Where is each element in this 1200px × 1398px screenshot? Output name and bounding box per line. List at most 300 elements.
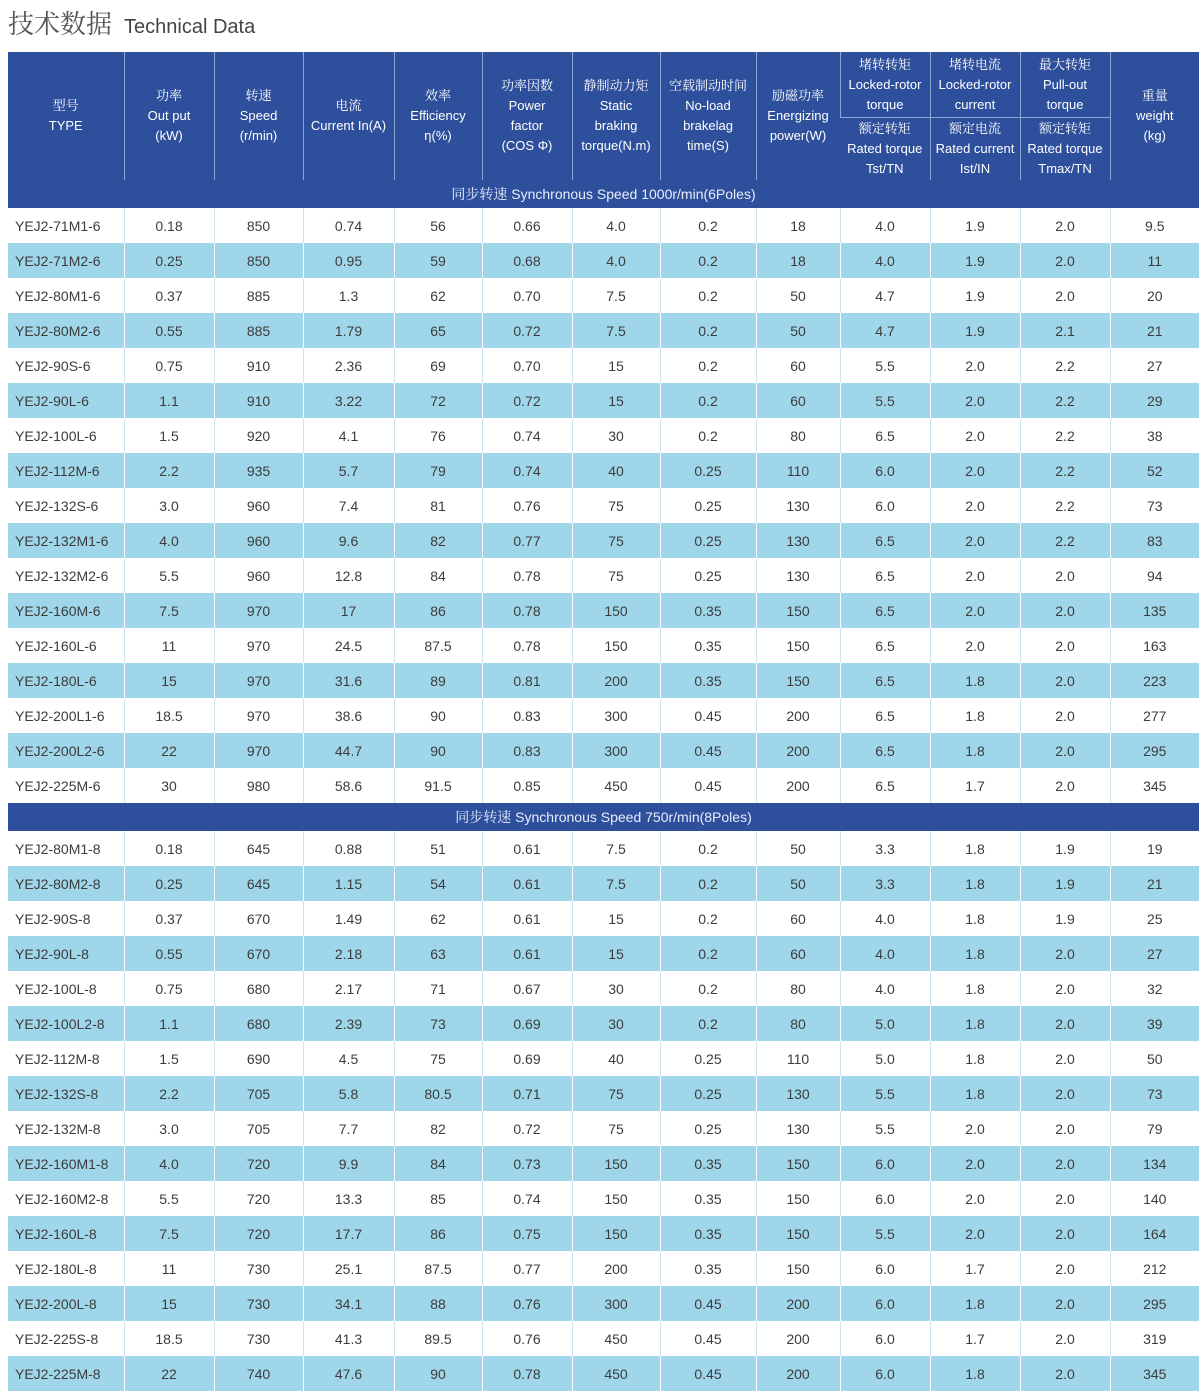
cell-brakelag-time: 0.2 (660, 1006, 756, 1041)
cell-tmax-tn: 2.0 (1020, 208, 1110, 243)
cell-braking-torque: 450 (572, 768, 660, 803)
cell-energizing-power: 130 (756, 1111, 840, 1146)
cell-braking-torque: 450 (572, 1356, 660, 1391)
cell-type: YEJ2-71M1-6 (8, 208, 124, 243)
cell-power-factor: 0.77 (482, 523, 572, 558)
cell-energizing-power: 50 (756, 866, 840, 901)
cell-tmax-tn: 2.0 (1020, 1321, 1110, 1356)
cell-type: YEJ2-200L1-6 (8, 698, 124, 733)
cell-type: YEJ2-90L-8 (8, 936, 124, 971)
table-row (8, 768, 1199, 803)
table-row (8, 663, 1199, 698)
cell-current-a: 17 (303, 593, 394, 628)
cell-energizing-power: 50 (756, 278, 840, 313)
cell-type: YEJ2-225M-6 (8, 768, 124, 803)
cell-output-kw: 1.5 (124, 1041, 214, 1076)
cell-speed-rpm: 885 (214, 313, 303, 348)
header-line: Current In(A) (310, 118, 387, 133)
cell-power-factor: 0.70 (482, 278, 572, 313)
cell-power-factor: 0.67 (482, 971, 572, 1006)
cell-speed-rpm: 645 (214, 831, 303, 866)
cell-power-factor: 0.72 (482, 1111, 572, 1146)
cell-energizing-power: 60 (756, 901, 840, 936)
cell-output-kw: 5.5 (124, 558, 214, 593)
table-row (8, 1181, 1199, 1216)
cell-brakelag-time: 0.35 (660, 593, 756, 628)
cell-ist-in: 2.0 (930, 1111, 1020, 1146)
cell-power-factor: 0.72 (482, 313, 572, 348)
cell-brakelag-time: 0.2 (660, 866, 756, 901)
section-label: 同步转速 Synchronous Speed 1000r/min(6Poles) (8, 180, 1199, 208)
cell-energizing-power: 80 (756, 1006, 840, 1041)
cell-tst-tn: 3.3 (840, 866, 930, 901)
cell-output-kw: 15 (124, 663, 214, 698)
cell-power-factor: 0.69 (482, 1041, 572, 1076)
cell-energizing-power: 150 (756, 593, 840, 628)
cell-efficiency: 73 (394, 1006, 482, 1041)
header-energizing-power (756, 52, 840, 180)
cell-efficiency: 89.5 (394, 1321, 482, 1356)
cell-braking-torque: 15 (572, 348, 660, 383)
cell-tst-tn: 5.5 (840, 348, 930, 383)
cell-brakelag-time: 0.25 (660, 558, 756, 593)
cell-tst-tn: 6.0 (840, 1146, 930, 1181)
table-row (8, 698, 1199, 733)
cell-efficiency: 62 (394, 901, 482, 936)
cell-type: YEJ2-160M2-8 (8, 1181, 124, 1216)
header-locked-torque (840, 52, 930, 118)
cell-brakelag-time: 0.45 (660, 768, 756, 803)
cell-tst-tn: 6.0 (840, 1181, 930, 1216)
cell-current-a: 1.15 (303, 866, 394, 901)
cell-ist-in: 1.8 (930, 733, 1020, 768)
cell-energizing-power: 80 (756, 971, 840, 1006)
cell-speed-rpm: 960 (214, 558, 303, 593)
cell-ist-in: 2.0 (930, 593, 1020, 628)
cell-tmax-tn: 1.9 (1020, 901, 1110, 936)
cell-speed-rpm: 970 (214, 698, 303, 733)
header-line: 额定电流 (948, 121, 1001, 136)
header-line: Out put (147, 108, 191, 123)
cell-tmax-tn: 2.0 (1020, 558, 1110, 593)
cell-ist-in: 1.7 (930, 768, 1020, 803)
cell-speed-rpm: 670 (214, 901, 303, 936)
cell-brakelag-time: 0.35 (660, 1181, 756, 1216)
cell-tst-tn: 6.5 (840, 663, 930, 698)
cell-current-a: 5.8 (303, 1076, 394, 1111)
header-line: 电流 (335, 98, 362, 113)
cell-tst-tn: 4.7 (840, 313, 930, 348)
header-line: Speed (239, 108, 278, 123)
cell-speed-rpm: 730 (214, 1321, 303, 1356)
cell-weight-kg: 277 (1110, 698, 1199, 733)
cell-tst-tn: 3.3 (840, 831, 930, 866)
cell-braking-torque: 15 (572, 901, 660, 936)
cell-tmax-tn: 2.0 (1020, 1146, 1110, 1181)
cell-power-factor: 0.78 (482, 628, 572, 663)
cell-current-a: 2.36 (303, 348, 394, 383)
cell-power-factor: 0.68 (482, 243, 572, 278)
cell-current-a: 25.1 (303, 1251, 394, 1286)
cell-brakelag-time: 0.35 (660, 663, 756, 698)
cell-output-kw: 1.1 (124, 1006, 214, 1041)
cell-output-kw: 0.25 (124, 866, 214, 901)
cell-output-kw: 0.55 (124, 313, 214, 348)
section-row (8, 803, 1199, 831)
cell-ist-in: 2.0 (930, 558, 1020, 593)
cell-type: YEJ2-80M1-8 (8, 831, 124, 866)
cell-speed-rpm: 680 (214, 1006, 303, 1041)
header-line: 型号 (52, 98, 79, 113)
header-line: 额定转矩 (1038, 121, 1091, 136)
cell-weight-kg: 21 (1110, 866, 1199, 901)
cell-ist-in: 2.0 (930, 453, 1020, 488)
table-row (8, 348, 1199, 383)
cell-weight-kg: 25 (1110, 901, 1199, 936)
cell-tmax-tn: 2.0 (1020, 663, 1110, 698)
cell-braking-torque: 75 (572, 523, 660, 558)
header-line: Tst/TN (865, 161, 904, 176)
cell-type: YEJ2-132M1-6 (8, 523, 124, 558)
cell-ist-in: 1.8 (930, 1076, 1020, 1111)
cell-brakelag-time: 0.45 (660, 733, 756, 768)
cell-energizing-power: 130 (756, 488, 840, 523)
technical-data-table-container (8, 52, 1199, 1391)
cell-type: YEJ2-160L-6 (8, 628, 124, 663)
cell-power-factor: 0.61 (482, 936, 572, 971)
cell-current-a: 12.8 (303, 558, 394, 593)
cell-energizing-power: 60 (756, 936, 840, 971)
cell-tst-tn: 4.0 (840, 243, 930, 278)
table-row (8, 971, 1199, 1006)
cell-type: YEJ2-100L-6 (8, 418, 124, 453)
cell-speed-rpm: 705 (214, 1076, 303, 1111)
cell-speed-rpm: 910 (214, 348, 303, 383)
cell-ist-in: 1.8 (930, 971, 1020, 1006)
cell-efficiency: 80.5 (394, 1076, 482, 1111)
cell-efficiency: 89 (394, 663, 482, 698)
cell-weight-kg: 345 (1110, 768, 1199, 803)
cell-ist-in: 1.8 (930, 1041, 1020, 1076)
cell-tst-tn: 6.5 (840, 733, 930, 768)
cell-tst-tn: 4.0 (840, 936, 930, 971)
cell-efficiency: 54 (394, 866, 482, 901)
header-line: 最大转矩 (1038, 56, 1091, 72)
cell-tmax-tn: 2.0 (1020, 1041, 1110, 1076)
cell-tmax-tn: 2.0 (1020, 1251, 1110, 1286)
header-line: 转速 (245, 88, 272, 103)
cell-energizing-power: 110 (756, 1041, 840, 1076)
cell-tst-tn: 6.5 (840, 523, 930, 558)
header-line: Rated torque (847, 141, 923, 156)
cell-type: YEJ2-132S-8 (8, 1076, 124, 1111)
page-title (8, 4, 255, 44)
cell-type: YEJ2-200L-8 (8, 1286, 124, 1321)
cell-brakelag-time: 0.2 (660, 901, 756, 936)
cell-efficiency: 88 (394, 1286, 482, 1321)
header-current (303, 52, 394, 180)
cell-type: YEJ2-132M-8 (8, 1111, 124, 1146)
cell-efficiency: 76 (394, 418, 482, 453)
cell-speed-rpm: 960 (214, 488, 303, 523)
cell-speed-rpm: 980 (214, 768, 303, 803)
cell-speed-rpm: 645 (214, 866, 303, 901)
cell-braking-torque: 200 (572, 663, 660, 698)
cell-tmax-tn: 2.0 (1020, 278, 1110, 313)
cell-type: YEJ2-90L-6 (8, 383, 124, 418)
table-row (8, 831, 1199, 866)
cell-braking-torque: 30 (572, 971, 660, 1006)
header-line: torque (866, 96, 904, 112)
cell-speed-rpm: 705 (214, 1111, 303, 1146)
cell-type: YEJ2-160M1-8 (8, 1146, 124, 1181)
table-row (8, 488, 1199, 523)
cell-brakelag-time: 0.45 (660, 1356, 756, 1391)
header-rated-torque-tst (840, 118, 930, 181)
table-row (8, 523, 1199, 558)
cell-type: YEJ2-132M2-6 (8, 558, 124, 593)
header-efficiency (394, 52, 482, 180)
cell-efficiency: 84 (394, 558, 482, 593)
title-chinese: 技术数据 (8, 10, 113, 40)
cell-weight-kg: 83 (1110, 523, 1199, 558)
header-line: Locked-rotor (938, 76, 1012, 92)
cell-braking-torque: 150 (572, 1181, 660, 1216)
cell-speed-rpm: 680 (214, 971, 303, 1006)
cell-power-factor: 0.66 (482, 208, 572, 243)
cell-braking-torque: 300 (572, 733, 660, 768)
cell-ist-in: 1.9 (930, 278, 1020, 313)
header-line: 重量 (1141, 88, 1168, 103)
cell-tst-tn: 6.0 (840, 1251, 930, 1286)
cell-tmax-tn: 2.1 (1020, 313, 1110, 348)
cell-speed-rpm: 970 (214, 663, 303, 698)
cell-output-kw: 0.37 (124, 901, 214, 936)
cell-efficiency: 84 (394, 1146, 482, 1181)
cell-power-factor: 0.74 (482, 1181, 572, 1216)
table-row (8, 901, 1199, 936)
cell-energizing-power: 150 (756, 1181, 840, 1216)
header-output (124, 52, 214, 180)
cell-power-factor: 0.73 (482, 1146, 572, 1181)
cell-weight-kg: 27 (1110, 936, 1199, 971)
cell-speed-rpm: 920 (214, 418, 303, 453)
cell-output-kw: 7.5 (124, 593, 214, 628)
cell-weight-kg: 94 (1110, 558, 1199, 593)
table-row (8, 418, 1199, 453)
header-rated-torque-tmax (1020, 118, 1110, 181)
cell-braking-torque: 15 (572, 936, 660, 971)
cell-tst-tn: 5.0 (840, 1041, 930, 1076)
header-line: Power (508, 98, 546, 113)
cell-output-kw: 0.18 (124, 208, 214, 243)
cell-tst-tn: 6.5 (840, 418, 930, 453)
cell-ist-in: 1.9 (930, 208, 1020, 243)
cell-power-factor: 0.72 (482, 383, 572, 418)
cell-tst-tn: 6.5 (840, 768, 930, 803)
cell-power-factor: 0.70 (482, 348, 572, 383)
cell-power-factor: 0.69 (482, 1006, 572, 1041)
cell-current-a: 0.95 (303, 243, 394, 278)
cell-power-factor: 0.61 (482, 901, 572, 936)
cell-tmax-tn: 2.2 (1020, 348, 1110, 383)
header-braking-torque (572, 52, 660, 180)
cell-efficiency: 91.5 (394, 768, 482, 803)
cell-type: YEJ2-180L-6 (8, 663, 124, 698)
cell-type: YEJ2-71M2-6 (8, 243, 124, 278)
cell-efficiency: 63 (394, 936, 482, 971)
cell-current-a: 31.6 (303, 663, 394, 698)
table-row (8, 208, 1199, 243)
cell-brakelag-time: 0.45 (660, 698, 756, 733)
header-line: (kg) (1143, 128, 1166, 143)
header-line: torque (1046, 96, 1084, 112)
cell-type: YEJ2-200L2-6 (8, 733, 124, 768)
cell-tmax-tn: 2.2 (1020, 418, 1110, 453)
cell-weight-kg: 140 (1110, 1181, 1199, 1216)
table-row (8, 453, 1199, 488)
cell-ist-in: 1.8 (930, 1006, 1020, 1041)
cell-current-a: 5.7 (303, 453, 394, 488)
cell-energizing-power: 150 (756, 663, 840, 698)
header-line: Rated torque (1027, 141, 1103, 156)
cell-energizing-power: 200 (756, 698, 840, 733)
cell-tmax-tn: 2.0 (1020, 1286, 1110, 1321)
table-row (8, 1286, 1199, 1321)
cell-output-kw: 0.18 (124, 831, 214, 866)
cell-type: YEJ2-100L-8 (8, 971, 124, 1006)
cell-tst-tn: 6.5 (840, 698, 930, 733)
cell-braking-torque: 75 (572, 1076, 660, 1111)
header-line: 功率 (155, 88, 182, 103)
cell-output-kw: 4.0 (124, 1146, 214, 1181)
cell-tst-tn: 6.0 (840, 453, 930, 488)
cell-speed-rpm: 970 (214, 733, 303, 768)
cell-efficiency: 71 (394, 971, 482, 1006)
cell-brakelag-time: 0.2 (660, 348, 756, 383)
header-line: time(S) (687, 138, 729, 153)
cell-brakelag-time: 0.2 (660, 971, 756, 1006)
cell-weight-kg: 38 (1110, 418, 1199, 453)
cell-tst-tn: 6.0 (840, 1286, 930, 1321)
cell-weight-kg: 27 (1110, 348, 1199, 383)
table-body (8, 180, 1199, 1391)
header-weight (1110, 52, 1199, 180)
cell-power-factor: 0.83 (482, 698, 572, 733)
cell-ist-in: 2.0 (930, 383, 1020, 418)
cell-tmax-tn: 2.2 (1020, 488, 1110, 523)
table-row (8, 1111, 1199, 1146)
cell-energizing-power: 80 (756, 418, 840, 453)
cell-output-kw: 22 (124, 1356, 214, 1391)
cell-ist-in: 1.7 (930, 1321, 1020, 1356)
cell-braking-torque: 450 (572, 1321, 660, 1356)
cell-braking-torque: 300 (572, 698, 660, 733)
cell-brakelag-time: 0.2 (660, 278, 756, 313)
cell-energizing-power: 130 (756, 1076, 840, 1111)
cell-tst-tn: 6.5 (840, 593, 930, 628)
cell-speed-rpm: 740 (214, 1356, 303, 1391)
header-line: 静制动力矩 (583, 78, 649, 93)
cell-speed-rpm: 850 (214, 208, 303, 243)
header-brakelag-time (660, 52, 756, 180)
cell-brakelag-time: 0.2 (660, 831, 756, 866)
cell-power-factor: 0.83 (482, 733, 572, 768)
cell-speed-rpm: 960 (214, 523, 303, 558)
cell-power-factor: 0.78 (482, 593, 572, 628)
cell-type: YEJ2-160M-6 (8, 593, 124, 628)
header-line: Rated current (935, 141, 1015, 156)
cell-type: YEJ2-225S-8 (8, 1321, 124, 1356)
cell-weight-kg: 79 (1110, 1111, 1199, 1146)
cell-braking-torque: 200 (572, 1251, 660, 1286)
cell-tmax-tn: 2.0 (1020, 1006, 1110, 1041)
cell-current-a: 3.22 (303, 383, 394, 418)
header-line: (kW) (155, 128, 183, 143)
cell-tmax-tn: 2.0 (1020, 1111, 1110, 1146)
cell-tst-tn: 6.5 (840, 628, 930, 663)
cell-weight-kg: 295 (1110, 1286, 1199, 1321)
cell-current-a: 24.5 (303, 628, 394, 663)
cell-tmax-tn: 2.0 (1020, 698, 1110, 733)
cell-braking-torque: 40 (572, 1041, 660, 1076)
cell-type: YEJ2-80M2-8 (8, 866, 124, 901)
table-row (8, 1076, 1199, 1111)
cell-ist-in: 2.0 (930, 1181, 1020, 1216)
header-line: TYPE (48, 118, 83, 133)
cell-efficiency: 81 (394, 488, 482, 523)
cell-tst-tn: 5.0 (840, 1006, 930, 1041)
cell-ist-in: 1.8 (930, 866, 1020, 901)
cell-braking-torque: 30 (572, 1006, 660, 1041)
cell-ist-in: 2.0 (930, 1216, 1020, 1251)
cell-braking-torque: 7.5 (572, 831, 660, 866)
cell-brakelag-time: 0.25 (660, 488, 756, 523)
cell-efficiency: 90 (394, 698, 482, 733)
cell-weight-kg: 295 (1110, 733, 1199, 768)
cell-energizing-power: 130 (756, 558, 840, 593)
cell-speed-rpm: 935 (214, 453, 303, 488)
cell-ist-in: 1.9 (930, 313, 1020, 348)
cell-tmax-tn: 2.0 (1020, 1076, 1110, 1111)
header-line: current (954, 96, 996, 112)
cell-weight-kg: 32 (1110, 971, 1199, 1006)
cell-ist-in: 1.9 (930, 243, 1020, 278)
cell-weight-kg: 19 (1110, 831, 1199, 866)
cell-efficiency: 59 (394, 243, 482, 278)
header-line: braking (594, 118, 638, 133)
cell-tmax-tn: 2.2 (1020, 453, 1110, 488)
cell-brakelag-time: 0.25 (660, 453, 756, 488)
title-english: Technical Data (124, 16, 256, 38)
header-line: 堵转转矩 (858, 56, 911, 72)
header-locked-current (930, 52, 1020, 118)
cell-energizing-power: 130 (756, 523, 840, 558)
cell-output-kw: 18.5 (124, 1321, 214, 1356)
header-line: Locked-rotor (848, 76, 922, 92)
cell-weight-kg: 9.5 (1110, 208, 1199, 243)
cell-weight-kg: 319 (1110, 1321, 1199, 1356)
cell-braking-torque: 150 (572, 1216, 660, 1251)
cell-braking-torque: 75 (572, 488, 660, 523)
cell-current-a: 7.4 (303, 488, 394, 523)
cell-brakelag-time: 0.25 (660, 1041, 756, 1076)
header-line: (r/min) (239, 128, 278, 143)
table-row (8, 558, 1199, 593)
cell-current-a: 2.39 (303, 1006, 394, 1041)
cell-speed-rpm: 720 (214, 1146, 303, 1181)
cell-tst-tn: 4.0 (840, 901, 930, 936)
